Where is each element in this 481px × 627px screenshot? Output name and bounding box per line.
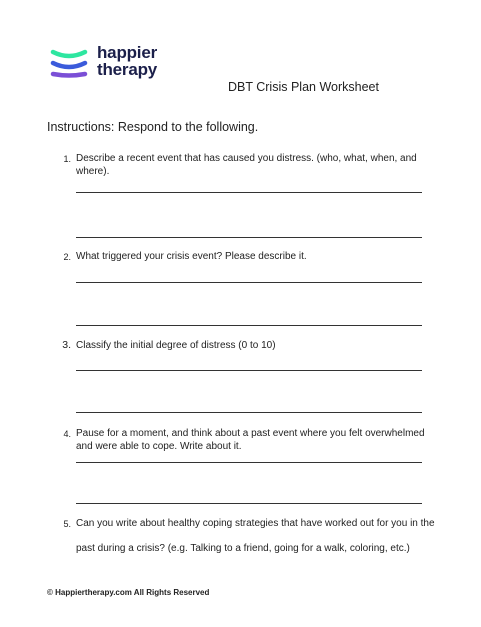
question-text: What triggered your crisis event? Please describe it. (76, 251, 307, 262)
answer-line[interactable] (76, 462, 422, 463)
question-text: Classify the initial degree of distress (0 to 10) (76, 340, 276, 351)
instructions: Instructions: Respond to the following. (47, 120, 259, 134)
answer-line[interactable] (76, 370, 422, 371)
answer-line[interactable] (76, 192, 422, 193)
logo-wave-icon (50, 46, 88, 80)
question-number: 4. (63, 429, 71, 439)
question-number: 2. (63, 252, 71, 262)
logo-wordmark (97, 44, 197, 78)
question-number: 5. (63, 519, 71, 529)
question-number: 3. (62, 339, 71, 351)
answer-line[interactable] (76, 237, 422, 238)
question-text: Pause for a moment, and think about a past event where you felt overwhelmed and were able to cope. Write about it. (76, 428, 425, 452)
answer-line[interactable] (76, 282, 422, 283)
answer-line[interactable] (76, 412, 422, 413)
question-text: Can you write about healthy coping strategies that have worked out for you in the past during a crisis? (e.g. Talking to a friend, going for a walk, coloring, etc.) (76, 518, 435, 554)
question-text: Describe a recent event that has caused you distress. (who, what, when, and where). (76, 153, 417, 177)
page-title: DBT Crisis Plan Worksheet (228, 80, 379, 94)
question-number: 1. (63, 154, 71, 164)
answer-line[interactable] (76, 325, 422, 326)
footer-copyright: © Happiertherapy.com All Rights Reserved (47, 588, 210, 597)
answer-line[interactable] (76, 503, 422, 504)
logo-line-2: therapy (97, 60, 158, 79)
logo-line-1: happier (97, 43, 158, 62)
